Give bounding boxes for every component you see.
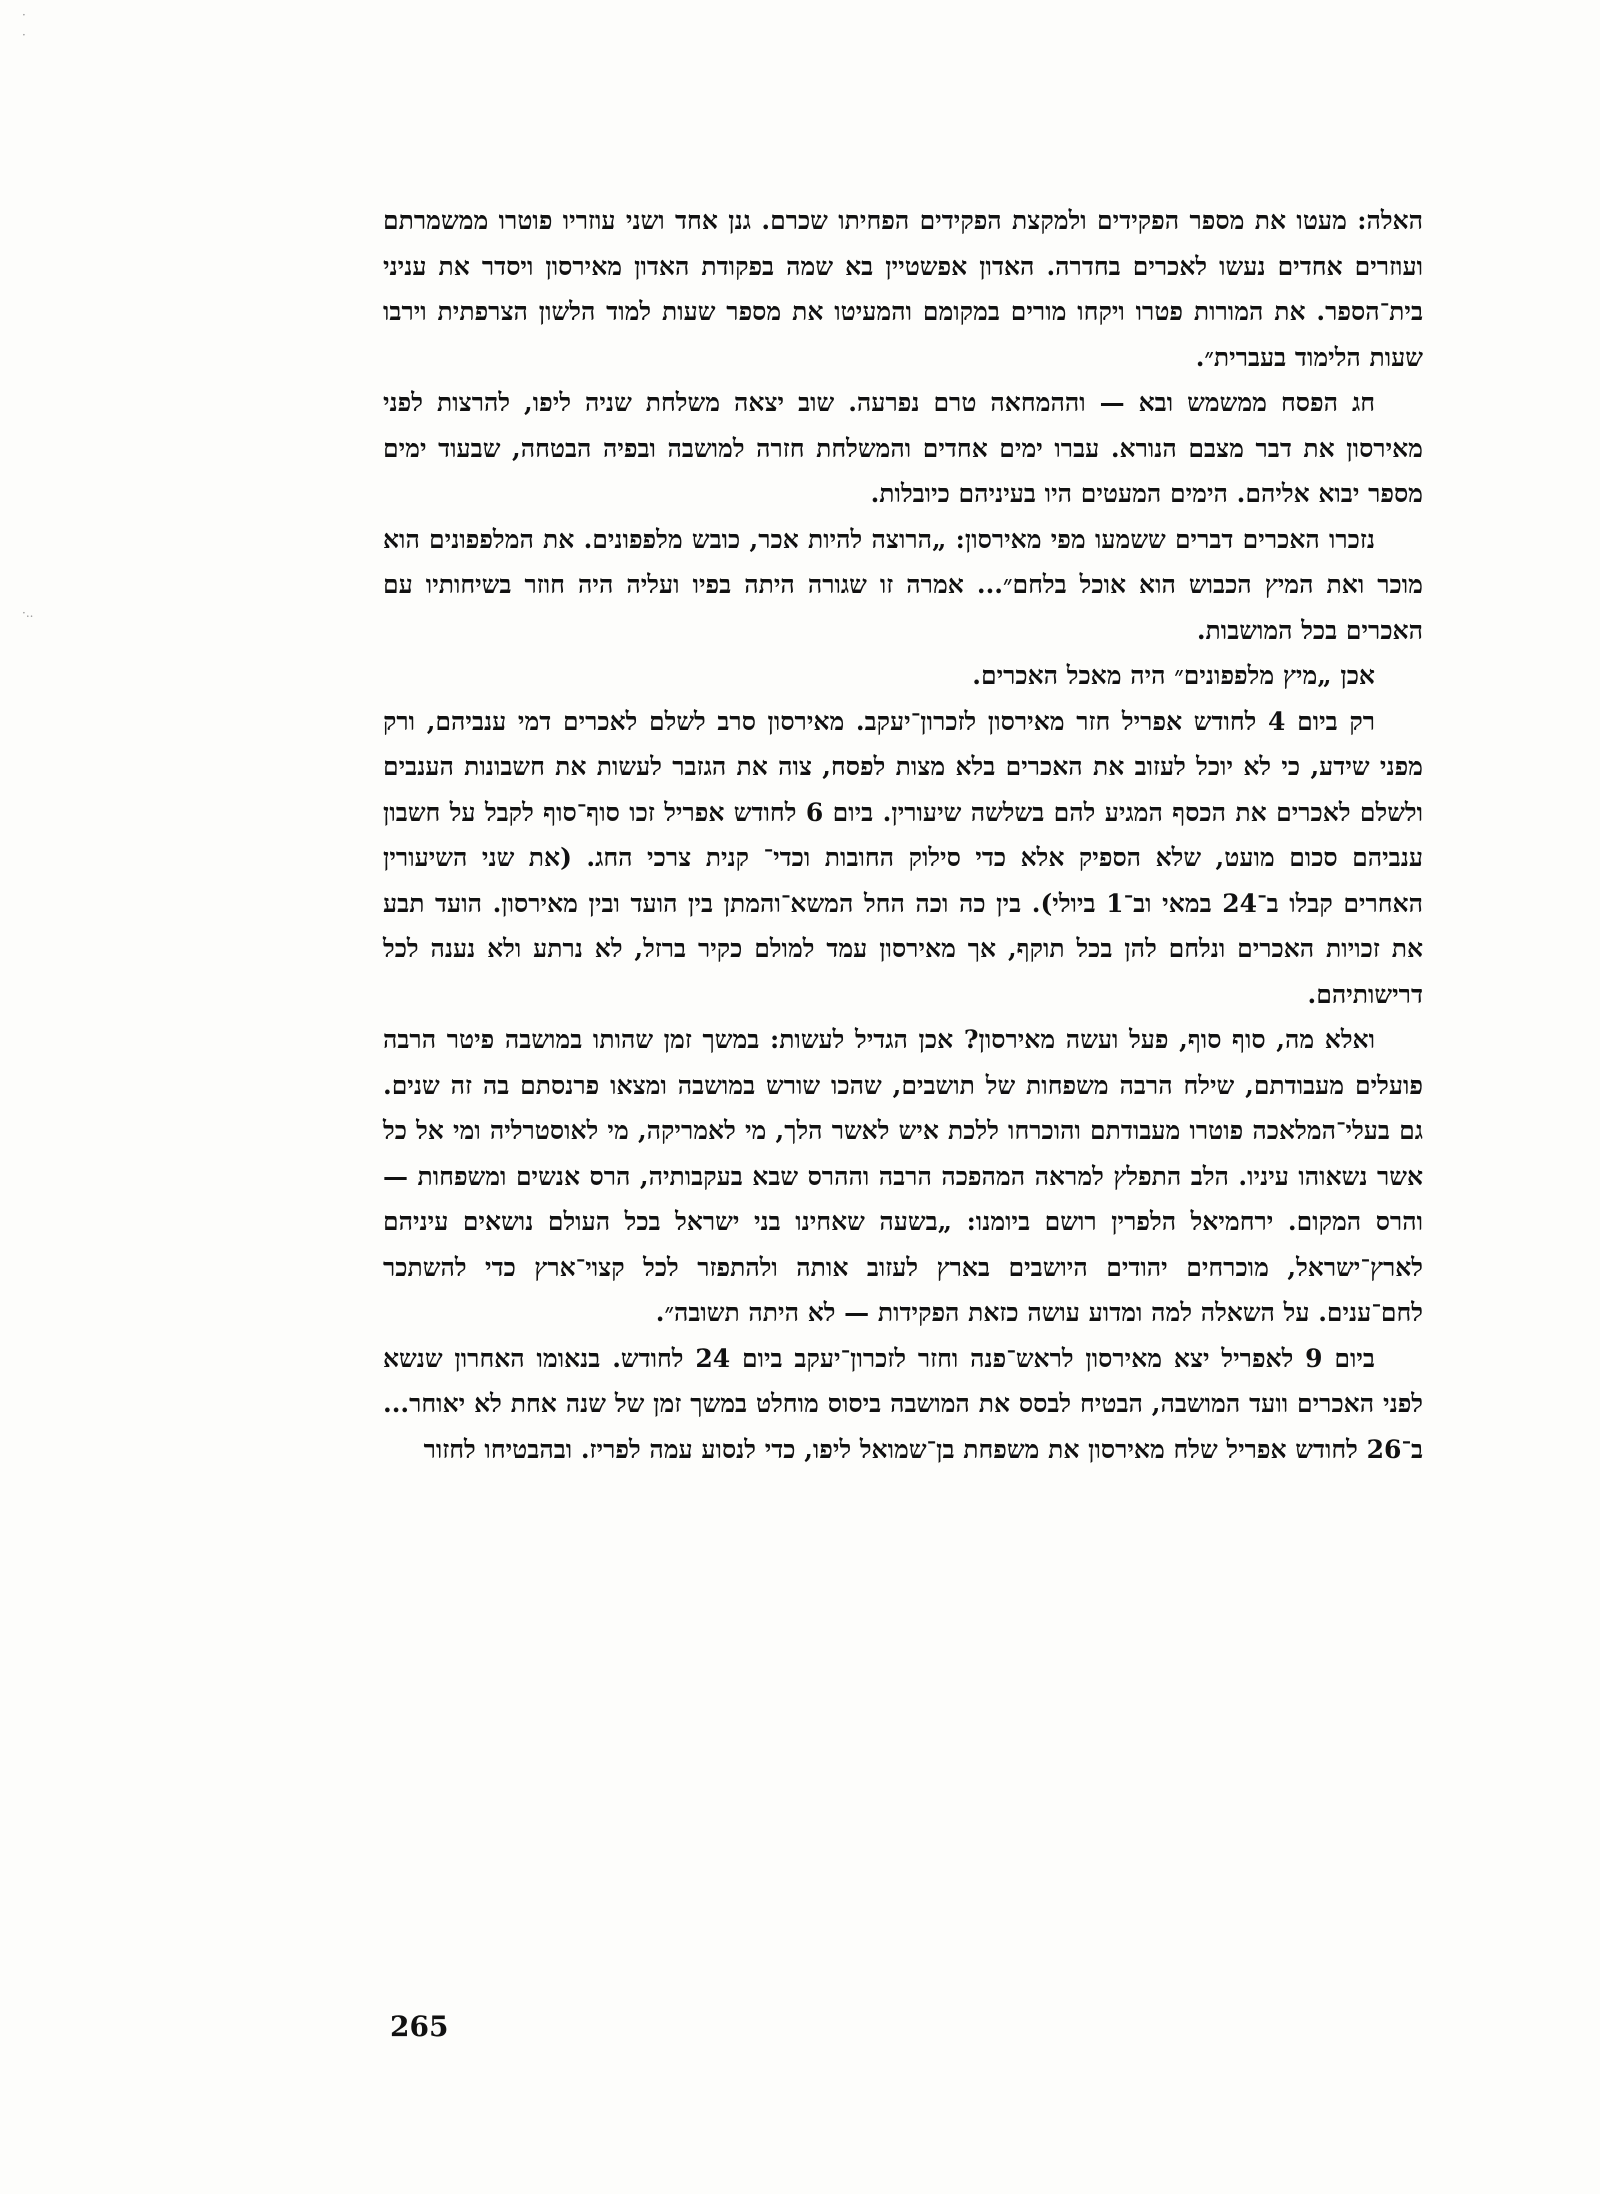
paragraph: האלה: מעטו את מספר הפקידים ולמקצת הפקידים הפחיתו שכרם. גנן אחד ושני עוזריו פוטרו ממשמרתם ועוזרים אחדים נעשו לאכרים בחדרה. האדון אפשטיין בא שמה בפקודת האדון מאירסון ויסדר את עניני בית־הספר. את המורות פטרו ויקחו מורים במקומם והמעיטו את מספר שעות למוד הלשון הצרפתית וירבו שעות הלימוד בעברית״. [383,206,1423,372]
scan-speck: · [22,8,26,22]
scan-speck: · [22,28,26,42]
paragraph: רק ביום 4 לחודש אפריל חזר מאירסון לזכרון־יעקב. מאירסון סרב לשלם לאכרים דמי ענביהם, ורק מפני שידע, כי לא יוכל לעזוב את האכרים בלא מצות לפסח, צוה את הגזבר לעשות את חשבונות הענבים ולשלם לאכרים את הכסף המגיע להם בשלשה שיעורין. ביום 6 לחודש אפריל זכו סוף־סוף לקבל על חשבון ענביהם סכום מועט, שלא הספיק אלא כדי סילוק החובות וכדי־ קנית צרכי החג. (את שני השיעורין האחרים קבלו ב־24 במאי וב־1 ביולי). בין כה וכה החל המשא־והמתן בין הועד ובין מאירסון. הועד תבע את זכויות האכרים ונלחם להן בכל תוקף, אך מאירסון עמד למולם כקיר ברזל, לא נרתע ולא נענה לכל דרישותיהם. [383,706,1424,1009]
scan-speck: ·.. [22,606,34,620]
body-text [383,198,1423,1472]
paragraph: ואלא מה, סוף סוף, פעל ועשה מאירסון? אכן הגדיל לעשות: במשך זמן שהותו במושבה פיטר הרבה פועלים מעבודתם, שילח הרבה משפחות של תושבים, שהכו שורש במושבה ומצאו פרנסתם בה זה שנים. גם בעלי־המלאכה פוטרו מעבודתם והוכרחו ללכת איש לאשר הלך, מי לאמריקה, מי לאוסטרליה ומי אל כל אשר נשאוהו עיניו. הלב התפלץ למראה המהפכה הרבה וההרס שבא בעקבותיה, הרס אנשים ומשפחות — והרס המקום. ירחמיאל הלפרין רושם ביומנו: „בשעה שאחינו בני ישראל בכל העולם נושאים עיניהם לארץ־ישראל, מוכרחים יהודים היושבים בארץ לעזוב אותה ולהתפזר לכל קצוי־ארץ כדי להשתכר לחם־ענים. על השאלה למה ומדוע עושה כזאת הפקידות — לא היתה תשובה״. [383,1025,1423,1327]
paragraph: נזכרו האכרים דברים ששמעו מפי מאירסון: „הרוצה להיות אכר, כובש מלפפונים. את המלפפונים הוא מוכר ואת המיץ הכבוש הוא אוכל בלחם״... אמרה זו שגורה היתה בפיו ועליה היה חוזר בשיחותיו עם האכרים בכל המושבות. [383,524,1423,645]
page-number: 265 [390,2010,449,2043]
paragraph: חג הפסח ממשמש ובא — וההמחאה טרם נפרעה. שוב יצאה משלחת שניה ליפו, להרצות לפני מאירסון את דבר מצבם הנורא. עברו ימים אחדים והמשלחת חזרה למושבה ובפיה הבטחה, שבעוד ימים מספר יבוא אליהם. הימים המעטים היו בעיניהם כיובלות. [383,388,1423,508]
paragraph: אכן „מיץ מלפפונים״ היה מאכל האכרים. [972,661,1375,690]
paragraph: ביום 9 לאפריל יצא מאירסון לראש־פנה וחזר לזכרון־יעקב ביום 24 לחודש. בנאומו האחרון שנשא לפני האכרים וועד המושבה, הבטיח לבסס את המושבה ביסוס מוחלט במשך זמן של שנה אחת לא יאוחר... ב־26 לחודש אפריל שלח מאירסון את משפחת בן־שמואל ליפו, כדי לנסוע עמה לפריז. ובהבטיחו לחזור [383,1343,1423,1464]
